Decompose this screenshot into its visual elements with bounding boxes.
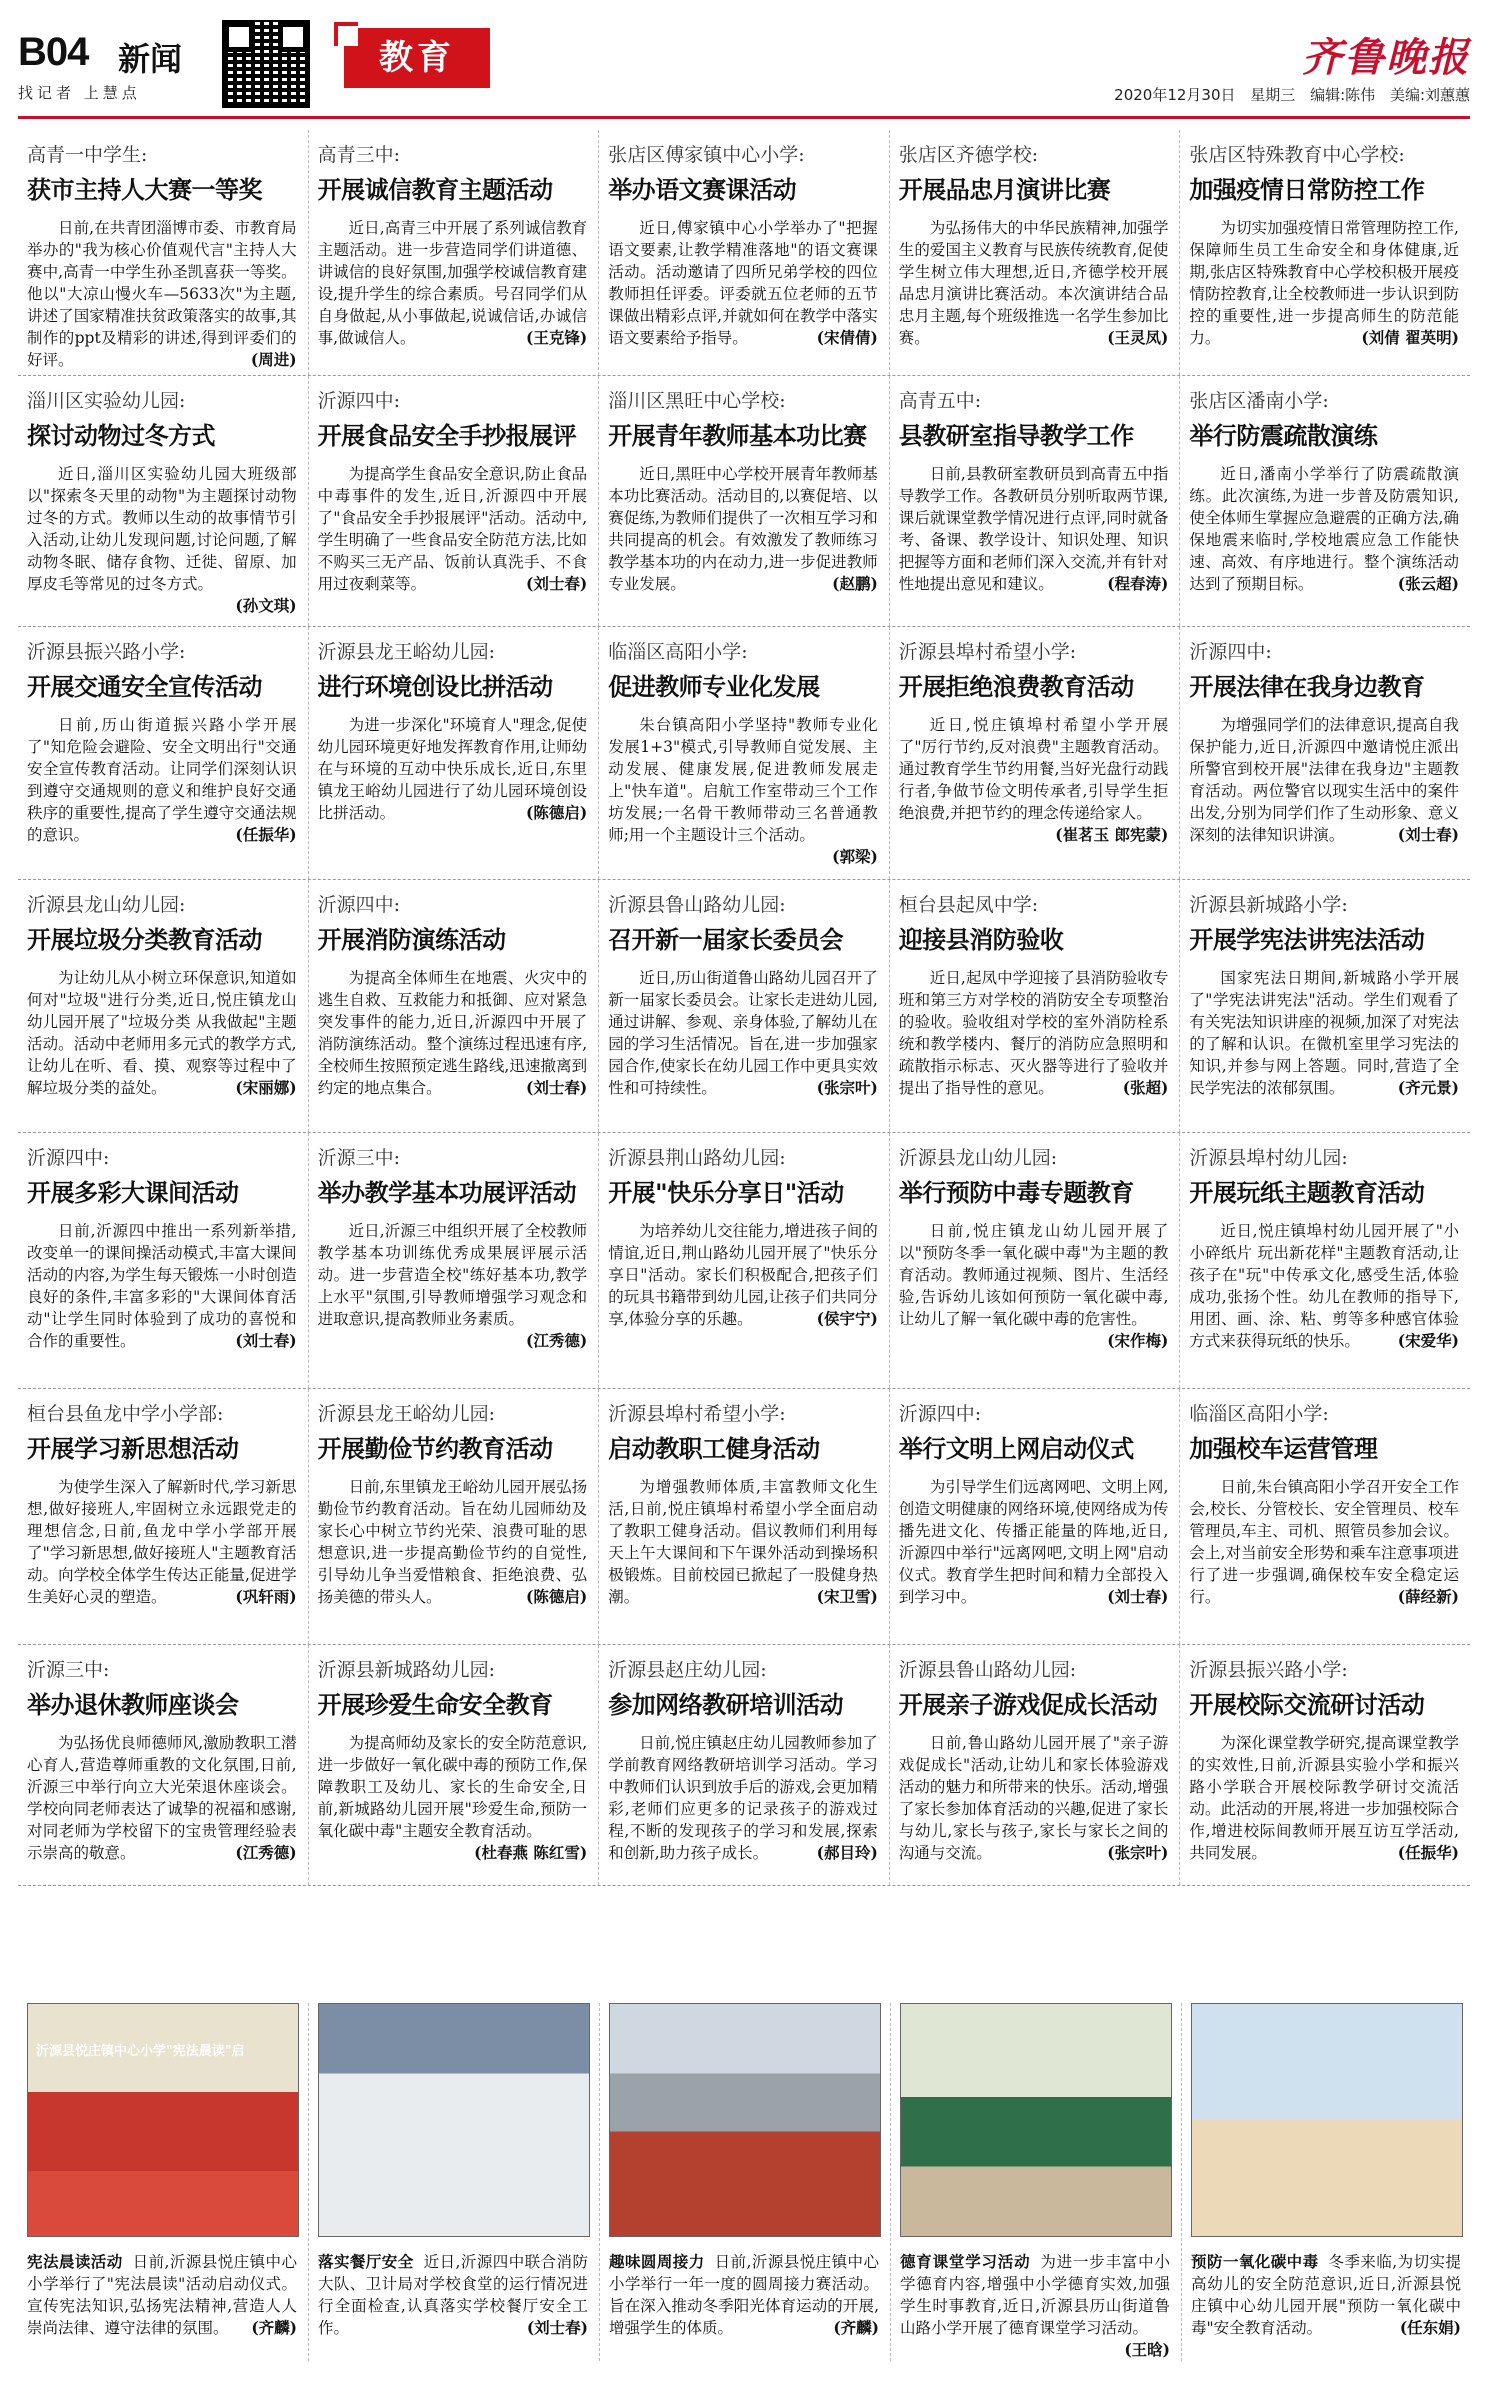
article-kicker: 沂源四中: — [317, 894, 400, 916]
article — [599, 1133, 890, 1388]
news-photo — [1191, 2003, 1463, 2237]
article — [1180, 1133, 1470, 1388]
article-text: 日前,历山街道振兴路小学开展了"知危险会避险、安全文明出行"交通安全宣传教育活动。让同学们深刻认识到遵守交通规则的意义和维护良好交通秩序的重要性,提高了学生遵守交通法规的意识。 — [27, 716, 297, 844]
article-kicker: 临淄区高阳小学: — [608, 641, 748, 663]
article-byline: (巩轩雨) — [235, 1587, 297, 1606]
article-body — [899, 463, 1169, 595]
article-body — [899, 1732, 1169, 1864]
article-text: 日前,东里镇龙王峪幼儿园开展弘扬勤俭节约教育活动。旨在幼儿园师幼及家长心中树立节约光荣、浪费可耻的思想意识,进一步提高勤俭节约的自觉性,引导幼儿争当爱惜粮食、拒绝浪费、弘扬美德的带头人。 — [317, 1478, 588, 1606]
article-headline: 召开新一届家长委员会 — [608, 926, 844, 954]
designer: 美编:刘蕙蕙 — [1389, 86, 1470, 104]
masthead — [18, 22, 1470, 106]
article-body — [1189, 1220, 1459, 1352]
article-kicker: 沂源县埠村幼儿园: — [1189, 1147, 1348, 1169]
article — [890, 1645, 1181, 1885]
article-byline: (任振华) — [1397, 1843, 1459, 1862]
article-body — [898, 1220, 1169, 1350]
photo-item — [309, 2003, 600, 2361]
article-headline: 开展勤俭节约教育活动 — [317, 1435, 553, 1463]
caption-text: 日前,沂源县悦庄镇中心小学举行了"宪法晨读"活动启动仪式。宣传宪法知识,弘扬宪法精神,营造人人崇尚法律、遵守法律的氛围。 — [27, 2253, 297, 2337]
article-byline: (程春涛) — [1107, 574, 1169, 593]
photo-item — [600, 2003, 891, 2361]
article-headline: 开展校际交流研讨活动 — [1189, 1691, 1425, 1719]
article-body — [318, 967, 588, 1099]
article-headline: 开展垃圾分类教育活动 — [27, 926, 262, 954]
article-text: 朱台镇高阳小学坚持"教师专业化发展1+3"模式,引导教师自觉发展、主动发展、健康发展,促进教师发展走上"快车道"。启航工作室带动三个工作坊发展;一名骨干教师带动三名普通教师;用一个主题设计三个活动。 — [608, 716, 878, 844]
article-kicker: 沂源四中: — [898, 1403, 982, 1425]
article-body — [27, 967, 297, 1099]
article-headline: 开展消防演练活动 — [317, 926, 506, 954]
article-headline: 开展品忠月演讲比赛 — [898, 176, 1111, 204]
article — [18, 1645, 309, 1885]
article-text: 日前,朱台镇高阳小学召开安全工作会,校长、分管校长、安全管理员、校车管理员,车主、司机、照管员参加会议。会上,对当前安全形势和乘车注意事项进行了进一步强调,确保校车安全稳定运行。 — [1189, 1478, 1459, 1606]
article-body — [608, 1732, 878, 1864]
article-body — [318, 217, 588, 349]
photo-caption — [609, 2251, 879, 2339]
article-text: 近日,潘南小学举行了防震疏散演练。此次演练,为进一步普及防震知识,使全体师生掌握应急避震的正确方法,确保地震来临时,学校地震应急工作能快速、高效、有序地进行。整个演练活动达到了预期目标。 — [1189, 465, 1459, 593]
article-byline: (江秀德) — [235, 1843, 297, 1862]
article-headline: 开展食品安全手抄报展评 — [317, 422, 577, 450]
article-row — [18, 1389, 1470, 1645]
article — [1180, 376, 1470, 626]
article-text: 为提高全体师生在地震、火灾中的逃生自救、互救能力和抵御、应对紧急突发事件的能力,近日,沂源四中开展了消防演练活动。整个演练过程迅速有序,全校师生按照预定逃生路线,迅速撤离到约定的地点集合。 — [317, 969, 588, 1097]
article-byline: (张超) — [1122, 1078, 1169, 1097]
article-kicker: 沂源县赵庄幼儿园: — [608, 1659, 767, 1681]
article-body — [608, 217, 878, 349]
article-byline: (宋作梅) — [1107, 1331, 1169, 1350]
article-kicker: 张店区特殊教育中心学校: — [1189, 144, 1405, 166]
dateline — [1114, 84, 1470, 105]
article — [599, 130, 890, 375]
article-text: 为深化课堂教学研究,提高课堂教学的实效性,日前,沂源县实验小学和振兴路小学联合开展校际教学研讨交流活动。此活动的开展,将进一步加强校际合作,增进校际间教师开展互访互学活动,共同发展。 — [1189, 1734, 1459, 1862]
article-text: 为增强同学们的法律意识,提高自我保护能力,近日,沂源四中邀请悦庄派出所警官到校开展"法律在我身边"主题教育活动。两位警官以现实生活中的案件出发,分别为同学们作了生动形象、意义深刻的法律知识讲演。 — [1189, 716, 1459, 844]
article — [18, 1389, 309, 1644]
photo-item — [18, 2003, 309, 2361]
article-text: 近日,悦庄镇埠村希望小学开展了"厉行节约,反对浪费"主题教育活动。通过教育学生节约用餐,当好光盘行动践行者,争做节俭文明传承者,引导学生拒绝浪费,并把节约的理念传递给家人。 — [898, 716, 1169, 822]
article-headline: 开展诚信教育主题活动 — [317, 176, 553, 204]
article-grid — [18, 130, 1470, 1886]
article-row — [18, 627, 1470, 880]
section-name: 新闻 — [118, 40, 183, 78]
article-body — [898, 714, 1169, 844]
article-byline: (任振华) — [235, 825, 297, 844]
caption-byline: (齐麟) — [251, 2318, 297, 2337]
article-headline: 获市主持人大赛一等奖 — [27, 176, 262, 204]
article — [309, 1389, 600, 1644]
article-kicker: 沂源三中: — [317, 1147, 400, 1169]
caption-byline: (刘士春) — [526, 2318, 588, 2337]
article-headline: 开展亲子游戏促成长活动 — [898, 1691, 1158, 1719]
news-photo — [900, 2003, 1172, 2237]
photo-caption — [27, 2251, 297, 2339]
article-body — [27, 463, 297, 615]
article-byline: (刘倩 翟英明) — [1361, 328, 1459, 347]
article-text: 近日,淄川区实验幼儿园大班级部以"探索冬天里的动物"为主题探讨动物过冬的方式。教师以生动的故事情节引入活动,让幼儿发现问题,讨论问题,了解动物冬眠、储存食物、迁徙、留原、加厚皮毛等常见的过冬方式。 — [27, 465, 297, 593]
article-kicker: 张店区齐德学校: — [898, 144, 1039, 166]
article-text: 日前,沂源四中推出一系列新举措,改变单一的课间操活动模式,丰富大课间活动的内容,为学生每天锻炼一小时创造良好的条件,丰富多彩的"大课间体育活动"让学生同时体验到了成功的喜悦和合作的重要性。 — [27, 1222, 297, 1350]
article-kicker: 沂源四中: — [1189, 641, 1272, 663]
sub-links: 找记者 上慧点 — [18, 84, 141, 102]
article-text: 为提高学生食品安全意识,防止食品中毒事件的发生,近日,沂源四中开展了"食品安全手抄报展评"活动。活动中,学生明确了一些食品安全防范方法,比如不购买三无产品、饭前认真洗手、不食用过夜剩菜等。 — [317, 465, 588, 593]
article-kicker: 张店区傅家镇中心小学: — [608, 144, 805, 166]
article-kicker: 沂源县鲁山路幼儿园: — [898, 1659, 1077, 1681]
photo-item — [1182, 2003, 1472, 2361]
article-body — [318, 714, 588, 824]
article-body — [318, 463, 588, 595]
article — [890, 1389, 1181, 1644]
article-text: 国家宪法日期间,新城路小学开展了"学宪法讲宪法"活动。学生们观看了有关宪法知识讲座的视频,加深了对宪法的了解和认识。在微机室里学习宪法的知识,并参与网上答题。同时,营造了全民学宪法的浓郁氛围。 — [1189, 969, 1459, 1097]
article-body — [1189, 1476, 1459, 1608]
article — [309, 376, 600, 626]
article — [1180, 130, 1470, 375]
article-headline: 开展多彩大课间活动 — [27, 1179, 239, 1207]
photo-banner: 沂源县悦庄镇中心小学"宪法晨读"启 — [36, 2044, 245, 2059]
article-headline: 促进教师专业化发展 — [608, 673, 820, 701]
caption-title: 宪法晨读活动 — [27, 2253, 123, 2271]
article-headline: 开展"快乐分享日"活动 — [608, 1179, 844, 1207]
article-text: 日前,在共青团淄博市委、市教育局举办的"我为核心价值观代言"主持人大赛中,高青一中学生孙圣凯喜获一等奖。他以"大凉山慢火车—5633次"为主题,讲述了国家精准扶贫政策落实的故事,其制作的ppt及精彩的讲述,得到评委们的好评。 — [27, 219, 297, 369]
article-byline: (崔茗玉 郎宪蒙) — [1055, 825, 1169, 844]
article — [18, 130, 309, 375]
article-headline: 迎接县消防验收 — [898, 926, 1064, 954]
article-row — [18, 376, 1470, 627]
photo-caption — [318, 2251, 588, 2339]
article — [309, 880, 600, 1132]
article — [18, 1133, 309, 1388]
article-text: 近日,沂源三中组织开展了全校教师教学基本功训练优秀成果展评展示活动。进一步营造全校"练好基本功,教学上水平"氛围,引导教师增强学习观念和进取意识,提高教师业务素质。 — [317, 1222, 588, 1328]
article-kicker: 沂源县新城路小学: — [1189, 894, 1348, 916]
article-text: 为培养幼儿交往能力,增进孩子间的情谊,近日,荆山路幼儿园开展了"快乐分享日"活动。家长们积极配合,把孩子们的玩具书籍带到幼儿园,让孩子们共同分享,体验分享的乐趣。 — [608, 1222, 878, 1328]
article-text: 近日,起凤中学迎接了县消防验收专班和第三方对学校的消防安全专项整治的验收。验收组对学校的室外消防栓系统和教学楼内、餐厅的消防应急照明和疏散指示标志、灭火器等进行了验收并提出了指导性的意见。 — [898, 969, 1169, 1097]
article-byline: (张宗叶) — [816, 1078, 878, 1097]
article — [890, 1133, 1181, 1388]
photo-caption — [900, 2251, 1170, 2359]
article-text: 日前,鲁山路幼儿园开展了"亲子游戏促成长"活动,让幼儿和家长体验游戏活动的魅力和所带来的快乐。活动,增强了家长参加体育活动的兴趣,促进了家长与幼儿,家长与孩子,家长与家长之间的沟通与交流。 — [898, 1734, 1169, 1862]
article-body — [27, 1220, 297, 1352]
article-headline: 探讨动物过冬方式 — [27, 422, 215, 450]
article-byline: (张云超) — [1397, 574, 1459, 593]
article-body — [608, 714, 878, 866]
article-byline: (江秀德) — [526, 1331, 588, 1350]
article-headline: 加强疫情日常防控工作 — [1189, 176, 1425, 204]
article-text: 为切实加强疫情日常管理防控工作,保障师生员工生命安全和身体健康,近期,张店区特殊教育中心学校积极开展疫情防控教育,让全校教师进一步认识到防控的重要性,进一步提高师生的防范能力。 — [1189, 219, 1459, 347]
article-row — [18, 880, 1470, 1133]
article-body — [608, 1220, 878, 1330]
article-headline: 启动教职工健身活动 — [608, 1435, 820, 1463]
article-byline: (陈德启) — [526, 803, 588, 822]
article-byline: (刘士春) — [1107, 1587, 1169, 1606]
article-byline: (刘士春) — [235, 1331, 297, 1350]
article-byline: (王克锋) — [526, 328, 588, 347]
article-kicker: 沂源四中: — [317, 390, 400, 412]
news-photo — [27, 2003, 299, 2237]
newspaper-logo: 齐鲁晚报 — [1302, 34, 1470, 81]
article-byline: (王灵凤) — [1107, 328, 1169, 347]
article-byline: (周进) — [250, 350, 297, 369]
article-headline: 举行预防中毒专题教育 — [898, 1179, 1134, 1207]
article-headline: 开展拒绝浪费教育活动 — [898, 673, 1134, 701]
editor: 编辑:陈伟 — [1310, 86, 1376, 104]
photo-row — [18, 2003, 1470, 2361]
caption-text: 近日,沂源四中联合消防大队、卫计局对学校食堂的运行情况进行全面检查,认真落实学校餐厅安全工作。 — [318, 2253, 588, 2337]
article-headline: 举行防震疏散演练 — [1189, 422, 1378, 450]
article-text: 近日,傅家镇中心小学举办了"把握语文要素,让教学精准落地"的语文赛课活动。活动邀请了四所兄弟学校的四位教师担任评委。评委就五位老师的五节课做出精彩点评,并就如何在教学中落实语文要素给予指导。 — [608, 219, 878, 347]
article-text: 日前,悦庄镇龙山幼儿园开展了以"预防冬季一氧化碳中毒"为主题的教育活动。教师通过视频、图片、生活经验,告诉幼儿该如何预防一氧化碳中毒,让幼儿了解一氧化碳中毒的危害性。 — [898, 1222, 1169, 1328]
caption-byline: (任东娟) — [1399, 2318, 1461, 2337]
article — [890, 130, 1181, 375]
article-byline: (赵鹏) — [832, 574, 878, 593]
article-body — [1189, 714, 1459, 846]
article-byline: (郝目玲) — [816, 1843, 878, 1862]
article-headline: 举行文明上网启动仪式 — [898, 1435, 1134, 1463]
article-body — [899, 1476, 1169, 1608]
article-text: 日前,悦庄镇赵庄幼儿园教师参加了学前教育网络教研培训学习活动。学习中教师们认识到放手后的游戏,会更加精彩,老师们应更多的记录孩子的游戏过程,不断的发现孩子的学习和发展,探索和创新,助力孩子成长。 — [608, 1734, 878, 1862]
caption-text: 日前,沂源县悦庄镇中心小学举行一年一度的圆周接力赛活动。旨在深入推动冬季阳光体育运动的开展,增强学生的体质。 — [609, 2253, 879, 2337]
article-headline: 举办退休教师座谈会 — [27, 1691, 239, 1719]
article — [599, 627, 890, 879]
article — [309, 1645, 600, 1885]
article — [890, 880, 1181, 1132]
article-byline: (侯宇宁) — [816, 1309, 878, 1328]
article-kicker: 高青三中: — [317, 144, 400, 166]
issue-weekday: 星期三 — [1250, 86, 1296, 104]
article — [890, 376, 1181, 626]
article-byline: (张宗叶) — [1107, 1843, 1169, 1862]
article-body — [318, 1476, 588, 1608]
article-body — [899, 967, 1169, 1099]
article-body — [1189, 967, 1459, 1099]
article-body — [27, 217, 297, 371]
section-tag: 教育 — [344, 28, 490, 88]
article-body — [608, 1476, 878, 1608]
article-text: 近日,黑旺中心学校开展青年教师基本功比赛活动。活动目的,以赛促培、以赛促练,为教师们提供了一次相互学习和共同提高的机会。有效激发了教师练习教学基本功的内在动力,进一步促进教师专业发展。 — [608, 465, 878, 593]
article-byline: (刘士春) — [1397, 825, 1459, 844]
article-byline: (宋丽娜) — [235, 1078, 297, 1097]
article-text: 日前,县教研室教研员到高青五中指导教学工作。各教研员分别听取两节课,课后就课堂教学情况进行点评,同时就备考、备课、教学设计、知识处理、知识把握等方面和老师们深入交流,并有针对性地提出意见和建议。 — [898, 465, 1169, 593]
article-body — [899, 217, 1169, 349]
article-body — [608, 967, 878, 1099]
article-kicker: 临淄区高阳小学: — [1189, 1403, 1329, 1425]
article — [18, 376, 309, 626]
article-text: 为弘扬伟大的中华民族精神,加强学生的爱国主义教育与民族传统教育,促使学生树立伟大理想,近日,齐德学校开展品忠月演讲比赛活动。本次演讲结合品忠月主题,每个班级推选一名学生参加比赛。 — [898, 219, 1169, 347]
article-kicker: 桓台县起凤中学: — [898, 894, 1039, 916]
top-rule — [18, 116, 1470, 119]
article-byline: (杜春燕 陈红雪) — [474, 1843, 588, 1862]
article-body — [1189, 1732, 1459, 1864]
page-number: B04 — [18, 30, 89, 74]
article-headline: 加强校车运营管理 — [1189, 1435, 1378, 1463]
article-body — [317, 1732, 588, 1862]
article — [890, 627, 1181, 879]
article-kicker: 沂源县荆山路幼儿园: — [608, 1147, 786, 1169]
article-byline: (薛经新) — [1397, 1587, 1459, 1606]
article-kicker: 沂源县振兴路小学: — [1189, 1659, 1348, 1681]
article-kicker: 淄川区黑旺中心学校: — [608, 390, 786, 412]
caption-text: 为进一步丰富中小学德育内容,增强中小学德育实效,加强学生时事教育,近日,沂源县历山街道鲁山路小学开展了德育课堂学习活动。 — [900, 2253, 1170, 2337]
article-text: 为弘扬优良师德师风,激励教职工潜心育人,营造尊师重教的文化氛围,日前,沂源三中举行向立大光荣退休座谈会。学校向同老师表达了诚挚的祝福和感谢,对同老师为学校留下的宝贵管理经验表示崇高的敬意。 — [27, 1734, 297, 1862]
article-kicker: 沂源县埠村希望小学: — [898, 641, 1077, 663]
photo-item — [891, 2003, 1182, 2361]
article-body — [27, 1476, 297, 1608]
article-text: 近日,悦庄镇埠村幼儿园开展了"小小碎纸片 玩出新花样"主题教育活动,让孩子在"玩"中传承文化,感受生活,体验成功,张扬个性。幼儿在教师的指导下,用团、画、涂、粘、剪等多种感官体验方式来获得玩纸的快乐。 — [1189, 1222, 1459, 1350]
article-kicker: 沂源县龙王峪幼儿园: — [317, 1403, 495, 1425]
caption-title: 预防一氧化碳中毒 — [1191, 2253, 1319, 2271]
article — [1180, 880, 1470, 1132]
article-headline: 开展青年教师基本功比赛 — [608, 422, 867, 450]
article — [599, 880, 890, 1132]
article-kicker: 沂源县振兴路小学: — [27, 641, 186, 663]
article-text: 为引导学生们远离网吧、文明上网,创造文明健康的网络环境,使网络成为传播先进文化、传播正能量的阵地,近日,沂源四中举行"远离网吧,文明上网"启动仪式。教育学生把时间和精力全部投入到学习中。 — [898, 1478, 1169, 1606]
article-body — [27, 1732, 297, 1864]
article-kicker: 淄川区实验幼儿园: — [27, 390, 186, 412]
article-kicker: 沂源县埠村希望小学: — [608, 1403, 786, 1425]
news-photo — [318, 2003, 590, 2237]
article-headline: 开展交通安全宣传活动 — [27, 673, 262, 701]
photo-caption — [1191, 2251, 1461, 2339]
news-photo — [609, 2003, 881, 2237]
article — [18, 880, 309, 1132]
article — [1180, 1389, 1470, 1644]
article — [18, 627, 309, 879]
article — [599, 1645, 890, 1885]
caption-byline: (齐麟) — [833, 2318, 879, 2337]
article-headline: 开展玩纸主题教育活动 — [1189, 1179, 1425, 1207]
article — [309, 627, 600, 879]
article-row — [18, 1133, 1470, 1389]
article-kicker: 张店区潘南小学: — [1189, 390, 1329, 412]
article-kicker: 桓台县鱼龙中学小学部: — [27, 1403, 224, 1425]
article-kicker: 沂源县龙山幼儿园: — [27, 894, 186, 916]
article-body — [317, 1220, 588, 1350]
article-text: 为提高师幼及家长的安全防范意识,进一步做好一氧化碳中毒的预防工作,保障教职工及幼儿、家长的生命安全,日前,新城路幼儿园开展"珍爱生命,预防一氧化碳中毒"主题安全教育活动。 — [317, 1734, 588, 1840]
article — [599, 376, 890, 626]
article-byline: (宋卫雪) — [816, 1587, 878, 1606]
article-headline: 开展学习新思想活动 — [27, 1435, 239, 1463]
caption-title: 落实餐厅安全 — [318, 2253, 414, 2271]
article-headline: 进行环境创设比拼活动 — [317, 673, 553, 701]
article-kicker: 高青五中: — [898, 390, 982, 412]
article-text: 为让幼儿从小树立环保意识,知道如何对"垃圾"进行分类,近日,悦庄镇龙山幼儿园开展了"垃圾分类 从我做起"主题活动。活动中老师用多元式的教学方式,让幼儿在听、看、摸、观察等过程中了解垃圾分类的益处。 — [27, 969, 297, 1097]
article-text: 近日,高青三中开展了系列诚信教育主题活动。进一步营造同学们讲道德、讲诚信的良好氛围,加强学校诚信教育建设,提升学生的综合素质。号召同学们从自身做起,从小事做起,说诚信话,办诚信事,做诚信人。 — [317, 219, 588, 347]
article-headline: 举办语文赛课活动 — [608, 176, 797, 204]
article — [1180, 627, 1470, 879]
article-kicker: 沂源县新城路幼儿园: — [317, 1659, 495, 1681]
article-byline: (孙文琪) — [235, 596, 297, 615]
caption-title: 趣味圆周接力 — [609, 2253, 705, 2271]
caption-text: 冬季来临,为切实提高幼儿的安全防范意识,近日,沂源县悦庄镇中心幼儿园开展"预防一氧化碳中毒"安全教育活动。 — [1191, 2253, 1461, 2337]
caption-byline: (王晗) — [1124, 2340, 1170, 2359]
article-row — [18, 130, 1470, 376]
article-headline: 举办教学基本功展评活动 — [317, 1179, 577, 1207]
article-body — [1189, 217, 1459, 349]
caption-title: 德育课堂学习活动 — [900, 2253, 1031, 2271]
article-kicker: 沂源三中: — [27, 1659, 110, 1681]
article-text: 近日,历山街道鲁山路幼儿园召开了新一届家长委员会。让家长走进幼儿园,通过讲解、参观、亲身体验,了解幼儿在园的学习生活情况。旨在,进一步加强家园合作,使家长在幼儿园工作中更具实效性和可持续性。 — [608, 969, 878, 1097]
article — [309, 130, 600, 375]
article-kicker: 高青一中学生: — [27, 144, 148, 166]
article-row — [18, 1645, 1470, 1886]
article-byline: (刘士春) — [526, 574, 588, 593]
article-kicker: 沂源县龙王峪幼儿园: — [317, 641, 495, 663]
article — [599, 1389, 890, 1644]
article-headline: 开展珍爱生命安全教育 — [317, 1691, 553, 1719]
article-headline: 开展法律在我身边教育 — [1189, 673, 1425, 701]
article-headline: 县教研室指导教学工作 — [898, 422, 1134, 450]
article-headline: 开展学宪法讲宪法活动 — [1189, 926, 1425, 954]
article-text: 为进一步深化"环境育人"理念,促使幼儿园环境更好地发挥教育作用,让师幼在与环境的互动中快乐成长,近日,东里镇龙王峪幼儿园进行了幼儿园环境创设比拼活动。 — [317, 716, 588, 822]
article-kicker: 沂源县龙山幼儿园: — [898, 1147, 1058, 1169]
article-byline: (齐元景) — [1397, 1078, 1459, 1097]
article — [309, 1133, 600, 1388]
article-byline: (郭梁) — [832, 847, 878, 866]
article-text: 为使学生深入了解新时代,学习新思想,做好接班人,牢固树立永远跟党走的理想信念,日前,鱼龙中学小学部开展了"学习新思想,做好接班人"主题教育活动。向学校全体学生传达正能量,促进学生美好心灵的塑造。 — [27, 1478, 297, 1606]
issue-date: 2020年12月30日 — [1114, 86, 1236, 104]
article-byline: (陈德启) — [526, 1587, 588, 1606]
article — [1180, 1645, 1470, 1885]
qr-code-icon — [224, 22, 308, 106]
article-body — [1189, 463, 1459, 595]
article-body — [608, 463, 878, 595]
article-kicker: 沂源县鲁山路幼儿园: — [608, 894, 786, 916]
article-headline: 参加网络教研培训活动 — [608, 1691, 844, 1719]
article-byline: (宋倩倩) — [816, 328, 878, 347]
article-text: 为增强教师体质,丰富教师文化生活,日前,悦庄镇埠村希望小学全面启动了教职工健身活动。倡议教师们利用每天上午大课间和下午课外活动到操场积极锻炼。目前校园已掀起了一股健身热潮。 — [608, 1478, 878, 1606]
article-byline: (宋爱华) — [1397, 1331, 1459, 1350]
article-kicker: 沂源四中: — [27, 1147, 110, 1169]
article-byline: (刘士春) — [526, 1078, 588, 1097]
article-body — [27, 714, 297, 846]
